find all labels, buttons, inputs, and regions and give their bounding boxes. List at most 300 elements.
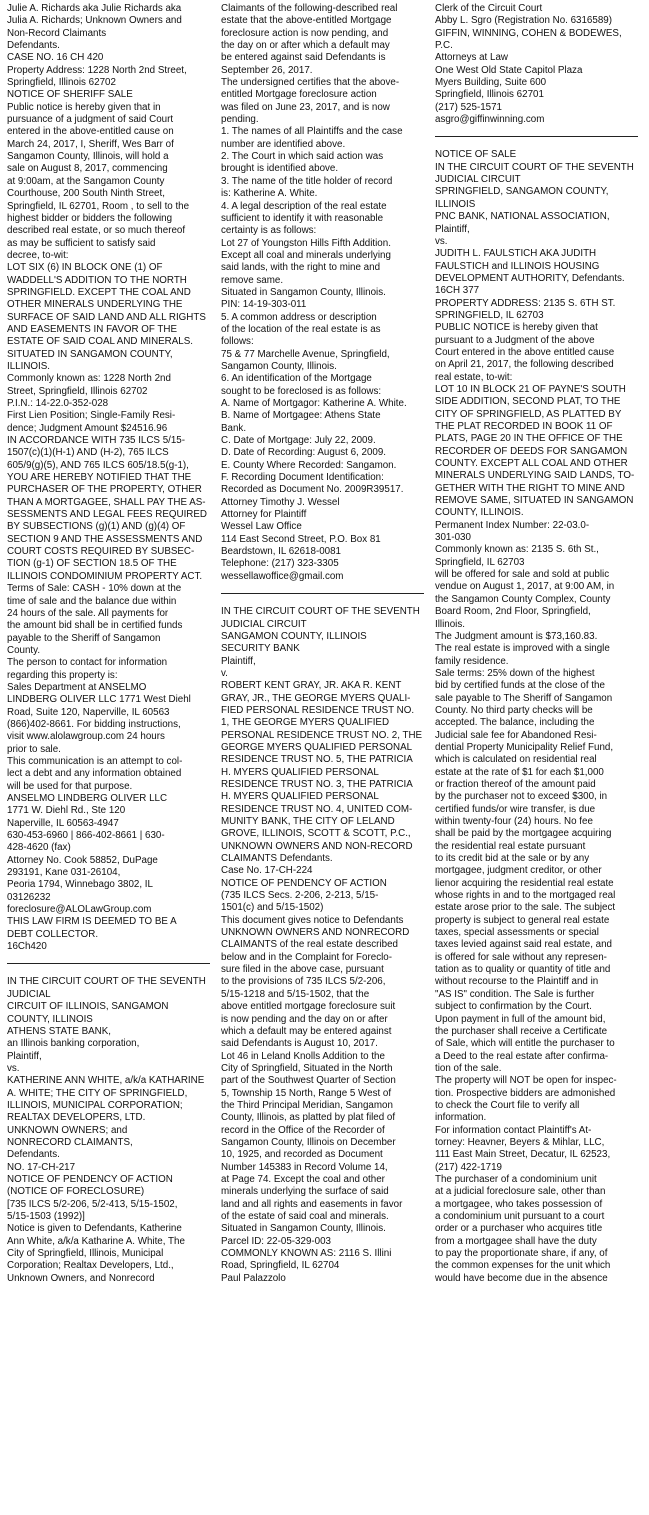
notice-line: Parcel ID: 22-05-329-003 [221,1235,332,1247]
notice-line: said lands, with the right to mine and [221,262,381,274]
notice-line: THE PLAT RECORDED IN BOOK 11 OF [435,421,613,432]
notice-line: 1501(c) and 5/15-1502) [221,902,324,914]
notice-line: FAULSTICH and ILLINOIS HOUSING [435,260,600,272]
notice-line: entitled Mortgage foreclosure action [221,89,377,101]
notice-line: CIRCUIT OF ILLINOIS, SANGAMON [7,1001,169,1013]
notice-line: RESIDENCE TRUST NO. 5, THE PATRICIA [221,754,413,766]
notice-line: IN THE CIRCUIT COURT OF THE SEVENTH [221,606,420,618]
notice-line: P.I.N.: 14-22.0-352-028 [7,398,109,409]
notice-line: SPRINGFIELD, IL 62703 [435,309,544,321]
notice-line: This communication is an attempt to col- [7,755,183,767]
notice-line: is: Katherine A. White. [221,188,318,200]
notice-line: The person to contact for information [7,657,168,669]
notice-line: PUBLIC NOTICE is hereby given that [435,322,598,334]
notice-line: sure filed in the above case, pursuant [221,964,384,976]
notice-line: mortgagee, judgment creditor, or other [435,865,602,877]
notice-line: estate arose prior to the sale. The subject [435,902,616,914]
column-2 [221,3,424,1515]
notice-line: property is subject to general real estate [435,914,610,926]
notice-line: [735 ILCS 5/2-206, 5/2-413, 5/15-1502, [7,1198,178,1210]
notice-line: 1. The names of all Plaintiffs and the case [221,126,403,138]
notice-line: IN THE CIRCUIT COURT OF THE SEVENTH [435,161,634,173]
notice-line: wessellawoffice@gmail.com [221,570,344,582]
notice-line: PIN: 14-19-303-011 [221,299,307,311]
notice-line: NO. 17-CH-217 [7,1161,76,1173]
notice-line: remove same. [221,274,284,286]
notice-line: SPRINGFIELD. EXCEPT THE COAL AND [7,286,191,298]
notice-line: whose rights in and to the mortgaged real [435,890,616,902]
notice-line: foreclosure action is now pending, and [221,27,389,39]
notice-line: real estate, to-wit: [435,371,513,383]
notice-line: tion of the sale. [435,1062,502,1074]
notice-line: lect a debt and any information obtained [7,768,182,780]
notice-line: The Judgment amount is $73,160.83. [435,630,598,642]
notice-line: For information contact Plaintiff's At- [435,1124,592,1136]
notice-line: sale payable to The Sheriff of Sangamon [435,692,613,704]
notice-line: Peoria 1794, Winnebago 3802, IL [7,879,153,891]
notice-line: pursuant to a Judgment of the above [435,334,595,346]
notice-line: GROVE, ILLINOIS, SCOTT & SCOTT, P.C., [221,828,411,840]
notice-line: Sales Department at ANSELMO [7,681,147,693]
notice-line: vs. [7,1062,20,1074]
notice-line: NOTICE OF SHERIFF SALE [7,89,133,101]
notice-line: Plaintiff, [435,223,470,235]
notice-line: v. [221,667,228,679]
notice-line: A. Name of Mortgagor: Katherine A. White. [221,398,407,409]
notice-line: 301-030 [435,532,471,544]
notice-line: MINERALS UNDERLYING SAID LANDS, TO- [435,470,635,482]
notice-line: ANSELMO LINDBERG OLIVER LLC [7,793,168,804]
notice-line: Property Address: 1228 North 2nd Street, [7,64,187,76]
notice-line: bid by certified funds at the close of the [435,680,605,692]
notice-line: SITUATED IN SANGAMON COUNTY, [7,348,173,360]
notice-line: LINDBERG OLIVER LLC 1771 West Diehl [7,694,191,706]
notice-line: certified funds/or wire transfer, is due [435,803,596,815]
notice-line: (NOTICE OF FORECLOSURE) [7,1186,145,1198]
notice-line: (866)402-8661. For bidding instructions, [7,718,181,730]
notice-line: number are identified above. [221,138,346,150]
notice-line: 1771 W. Diehl Rd., Ste 120 [7,805,126,817]
notice-line: sale on August 8, 2017, commencing [7,163,168,175]
notice-line: Commonly known as: 1228 North 2nd [7,373,171,385]
notice-line: shall be paid by the mortgagee acquiring [435,828,612,840]
notice-line: One West Old State Capitol Plaza [435,64,583,76]
notice-line: Attorney No. Cook 58852, DuPage [7,854,158,866]
notice-line: County. No third party checks will be [435,704,593,716]
notice-line: is now pending and the day on or after [221,1013,388,1025]
notice-line: Commonly known as: 2135 S. 6th St., [435,544,599,556]
notice-line: "AS IS" condition. The Sale is further [435,988,595,1000]
legal-notice [221,3,424,583]
notice-line: SPRINGFIELD, SANGAMON COUNTY, [435,186,609,198]
notice-line: ROBERT KENT GRAY, JR. AKA R. KENT [221,680,402,692]
notice-line: D. Date of Recording: August 6, 2009. [221,447,387,459]
notice-line: CASE NO. 16 CH 420 [7,52,104,64]
notice-line: at a judicial foreclosure sale, other than [435,1186,606,1198]
notice-line: CITY OF SPRINGFIELD, AS PLATTED BY [435,408,622,420]
notice-line: within twenty-four (24) hours. No fee [435,816,593,827]
notice-line: 4. A legal description of the real estate [221,200,387,212]
notice-line: 1507(c)(1)(H-1) AND (H-2), 765 ILCS [7,447,169,459]
column-1 [7,3,210,1515]
notice-line: is offered for sale without any represen- [435,951,607,963]
notice-line: an Illinois banking corporation, [7,1038,140,1050]
notice-line: brought is identified above. [221,163,339,175]
notice-line: 24 hours of the sale. All payments for [7,607,169,619]
notice-line: a mortgagee, who takes possession of [435,1198,603,1210]
notice-line: the day on or after which a default may [221,40,390,52]
notice-line: Road, Springfield, IL 62704 [221,1260,340,1272]
notice-line: GEORGE MYERS QUALIFIED PERSONAL [221,741,413,753]
notice-line: The real estate is improved with a single [435,643,610,655]
column-3 [435,3,638,1515]
notice-line: Except all coal and minerals underlying [221,249,391,261]
notice-line: the Sangamon County Complex, County [435,593,611,605]
notice-line: or fraction thereof of the amount paid [435,778,596,790]
notice-line: H. MYERS QUALIFIED PERSONAL [221,766,379,778]
notice-line: below and in the Complaint for Foreclo- [221,951,392,963]
notice-line: land and all rights and easements in favor [221,1198,403,1210]
notice-line: JUDICIAL CIRCUIT [221,618,307,630]
notice-line: Springfield, IL 62701, Room , to sell to the [7,200,190,212]
notice-line: Naperville, IL 60563-4947 [7,817,119,829]
notice-line: SANGAMON COUNTY, ILLINOIS [221,630,367,642]
notice-line: dential Property Municipality Relief Fund, [435,741,614,753]
notice-divider [221,593,424,594]
notice-line: Beardstown, IL 62618-0081 [221,546,342,558]
notice-line: (735 ILCS Secs. 2-206, 2-213, 5/15- [221,890,379,902]
notice-line: said Defendants is August 10, 2017. [221,1038,378,1050]
notice-line: F. Recording Document Identification: [221,472,384,484]
notice-line: Defendants. [7,40,60,52]
notice-line: sought to be foreclosed is as follows: [221,385,382,397]
notice-line: tion. Prospective bidders are admonished [435,1087,616,1099]
notice-line: COUNTY. EXCEPT ALL COAL AND OTHER [435,458,628,470]
notice-line: COUNTY, ILLINOIS [7,1013,93,1025]
notice-line: above entitled mortgage foreclosure suit [221,1001,396,1013]
notice-line: RESIDENCE TRUST NO. 3, THE PATRICIA [221,778,413,790]
notice-line: NOTICE OF PENDENCY OF ACTION [7,1173,173,1185]
notice-line: 5/15-1503 (1992)] [7,1211,85,1222]
legal-notice [7,976,210,1285]
notice-line: LOT 10 IN BLOCK 21 OF PAYNE'S SOUTH [435,383,626,395]
notice-line: pending. [221,114,259,126]
notice-line: GETHER WITH THE RIGHT TO MINE AND [435,482,625,494]
notice-line: regarding this property is: [7,669,118,681]
notice-line: the common expenses for the unit which [435,1260,611,1272]
notice-line: C. Date of Mortgage: July 22, 2009. [221,435,376,447]
notice-line: 5. A common address or description [221,311,377,323]
notice-line: SECURITY BANK [221,643,300,655]
notice-line: LOT SIX (6) IN BLOCK ONE (1) OF [7,262,163,274]
notice-line: OTHER MINERALS UNDERLYING THE [7,299,183,311]
notice-line: will be used for that purpose. [7,780,133,792]
notice-line: information. [435,1112,487,1124]
notice-line: H. MYERS QUALIFIED PERSONAL [221,791,379,803]
notice-line: Plaintiff, [221,655,256,667]
notice-line: First Lien Position; Single-Family Resi- [7,410,176,422]
notice-line: REMOVE SAME, SITUATED IN SANGAMON [435,495,634,507]
notice-line: IN ACCORDANCE WITH 735 ILCS 5/15- [7,435,186,447]
notice-line: UNKNOWN OWNERS AND NON-RECORD [221,840,413,852]
notice-line: AND EASEMENTS IN FAVOR OF THE [7,323,178,335]
notice-line: dence; Judgment Amount $24516.96 [7,422,168,434]
notice-line: Judicial sale fee for Abandoned Resi- [435,729,597,741]
notice-line: a Deed to the real estate after confirma- [435,1050,609,1062]
notice-line: Paul Palazzolo [221,1272,286,1284]
notice-line: 114 East Second Street, P.O. Box 81 [221,533,381,545]
notice-line: Sangamon County, Illinois. [221,360,337,372]
notice-line: Julie A. Richards aka Julie Richards aka [7,3,182,14]
notice-line: 03126232 [7,891,51,903]
notice-line: B. Name of Mortgagee: Athens State [221,410,381,422]
notice-line: Springfield, IL 62703 [435,556,525,568]
notice-line: prior to sale. [7,743,61,755]
notice-line: ESTATE OF SAID COAL AND MINERALS. [7,336,193,348]
notice-line: part of the Southwest Quarter of Section [221,1075,396,1087]
notice-line: the residential real estate pursuant [435,840,586,852]
notice-line: DEVELOPMENT AUTHORITY, Defendants. [435,272,625,284]
notice-line: 428-4620 (fax) [7,842,71,854]
notice-line: Springfield, Illinois 62702 [7,77,116,89]
notice-line: follows: [221,336,254,348]
notice-line: Sangamon County, Illinois on December [221,1136,396,1148]
notice-line: PROPERTY ADDRESS: 2135 S. 6TH ST. [435,297,616,309]
notice-line: This document gives notice to Defendants [221,914,404,926]
notice-line: by the purchaser not to exceed $300, in [435,791,608,803]
notice-line: Situated in Sangamon County, Illinois. [221,286,386,298]
notice-line: 630-453-6960 | 866-402-8661 | 630- [7,830,165,842]
notice-line: estate that the above-entitled Mortgage [221,15,392,27]
notice-line: vendue on August 1, 2017, at 9:00 AM, in [435,581,615,593]
notice-line: Number 145383 in Record Volume 14, [221,1161,388,1173]
notice-line: JUDICIAL [7,988,51,1000]
notice-line: taxes levied against said real estate, and [435,939,612,951]
notice-line: PERSONAL RESIDENCE TRUST NO. 2, THE [221,729,423,741]
notice-line: Bank. [221,422,247,434]
notice-line: Attorney Timothy J. Wessel [221,496,340,508]
notice-line: RECORDER OF DEEDS FOR SANGAMON [435,445,628,457]
notice-line: will be offered for sale and sold at public [435,569,610,581]
notice-line: Road, Suite 120, Naperville, IL 60563 [7,706,170,718]
notice-line: ILLINOIS, MUNICIPAL CORPORATION; [7,1099,183,1111]
notice-line: subject to confirmation by the Court. [435,1001,592,1013]
notice-line: certainty is as follows: [221,225,317,237]
notice-line: The property will NOT be open for inspec- [435,1075,617,1087]
notice-line: March 24, 2017, I, Sheriff, Wes Barr of [7,138,174,150]
notice-line: Street, Springfield, Illinois 62702 [7,385,148,397]
notice-line: Lot 46 in Leland Knolls Addition to the [221,1050,385,1062]
notice-line: sufficient to identify it with reasonable [221,212,384,224]
notice-line: THIS LAW FIRM IS DEEMED TO BE A [7,916,177,928]
notice-line: visit www.alolawgroup.com 24 hours [7,731,165,743]
notice-line: City of Springfield, Illinois, Municipal [7,1248,164,1260]
notice-line: as may be sufficient to satisfy said [7,237,156,249]
notice-line: RESIDENCE TRUST NO. 4, UNITED COM- [221,803,413,815]
notice-line: Lot 27 of Youngston Hills Fifth Addition. [221,237,391,249]
notice-line: which is calculated on residential real [435,754,597,766]
notice-line: P.C. [435,40,453,52]
notice-line: would have become due in the absence [435,1272,608,1284]
notice-line: IN THE CIRCUIT COURT OF THE SEVENTH [7,976,206,988]
notice-line: vs. [435,235,448,247]
notice-line: be entered against said Defendants is [221,52,386,64]
notice-line: Terms of Sale: CASH - 10% down at the [7,583,182,595]
notice-line: Telephone: (217) 323-3305 [221,558,339,570]
notice-line: Clerk of the Circuit Court [435,3,543,14]
notice-line: SECTION 9 AND THE ASSESSMENTS AND [7,533,203,545]
notice-line: estate at the rate of $1 for each $1,000 [435,766,604,778]
notice-line: Court entered in the above entitled cause [435,346,615,358]
notice-line: minerals underlying the surface of said [221,1186,389,1198]
notice-line: REALTAX DEVELOPERS, LTD. [7,1112,146,1124]
notice-line: CLAIMANTS of the real estate described [221,939,398,951]
notice-divider [7,963,210,964]
notice-line: Ann White, a/k/a Katharine A. White, The [7,1235,185,1247]
notice-line: described real estate, or so much thereof [7,225,186,237]
notice-line: CLAIMANTS Defendants. [221,853,333,865]
notice-line: to pay the proportionate share, if any, of [435,1248,608,1260]
notice-line: Wessel Law Office [221,521,302,533]
notice-line: JUDITH L. FAULSTICH AKA JUDITH [435,248,597,260]
notice-line: The undersigned certifies that the above- [221,77,400,89]
notice-line: SESSMENTS AND LEGAL FEES REQUIRED [7,509,207,521]
notice-line: ILLINOIS CONDOMINIUM PROPERTY ACT. [7,570,203,582]
notice-line: lienor acquiring the residential real estate [435,877,614,889]
notice-line: Defendants. [7,1149,60,1161]
notice-line: E. County Where Recorded: Sangamon. [221,459,397,471]
notice-line: A. WHITE; THE CITY OF SPRINGFIELD, [7,1087,188,1099]
notice-line: 5, Township 15 North, Range 5 West of [221,1087,392,1099]
notice-line: the amount bid shall be in certified funds [7,620,183,632]
notice-line: WADDELL'S ADDITION TO THE NORTH [7,274,187,286]
notice-line: foreclosure@ALOLawGroup.com [7,904,152,916]
notice-line: JUDICIAL CIRCUIT [435,174,521,186]
notice-line: tation as to quality or quantity of title and [435,964,611,976]
notice-line: record in the Office of the Recorder of [221,1124,385,1136]
notice-line: YOU ARE HEREBY NOTIFIED THAT THE [7,472,192,484]
notice-line: order or a purchaser who acquires title [435,1223,603,1235]
notice-line: (217) 422-1719 [435,1161,502,1173]
notice-line: payable to the Sheriff of Sangamon [7,632,161,644]
notice-line: 6. An identification of the Mortgage [221,373,372,385]
notice-line: of the estate of said coal and minerals. [221,1211,389,1222]
notice-line: decree, to-wit: [7,249,69,261]
notice-line: UNKNOWN OWNERS AND NONRECORD [221,927,410,939]
notice-line: Non-Record Claimants [7,27,107,39]
notice-line: family residence. [435,655,509,667]
notice-line: September 26, 2017. [221,64,313,76]
notice-line: TION (g-1) OF SECTION 18.5 OF THE [7,558,177,570]
notice-line: NOTICE OF PENDENCY OF ACTION [221,877,387,889]
notice-line: Illinois. [435,618,465,630]
notice-line: 293191, Kane 031-26104, [7,867,121,879]
notice-line: 1, THE GEORGE MYERS QUALIFIED [221,717,390,729]
notice-line: ILLINOIS [435,198,476,210]
notice-line: a condominium unit pursuant to a court [435,1211,605,1222]
notice-line: Sangamon County, Illinois, will hold a [7,151,169,163]
notice-line: from a mortgagee shall have the duty [435,1235,597,1247]
notice-line: THAN A MORTGAGEE, SHALL PAY THE AS- [7,496,206,508]
notice-line: GRAY, JR., THE GEORGE MYERS QUALI- [221,692,411,704]
notice-line: entered in the above-entitled cause on [7,126,174,138]
notice-line: 16Ch420 [7,941,47,953]
notice-line: on April 21, 2017, the following described [435,359,614,371]
notice-line: PLATS, PAGE 20 IN THE OFFICE OF THE [435,433,623,445]
notice-line: Attorney for Plaintiff [221,509,307,521]
notice-line: County, Illinois, as platted by plat filed of [221,1112,396,1124]
notice-line: pursuance of a judgment of said Court [7,114,174,126]
notice-line: Corporation; Realtax Developers, Ltd., [7,1260,174,1272]
notice-line: COURT COSTS REQUIRED BY SUBSEC- [7,546,195,558]
notice-line: PNC BANK, NATIONAL ASSOCIATION, [435,211,610,223]
notice-line: taxes, special assessments or special [435,927,599,939]
notice-divider [435,136,638,137]
notice-line: the purchaser shall receive a Certificate [435,1025,608,1037]
notice-line: City of Springfield, Situated in the North [221,1062,393,1074]
notice-line: to the provisions of 735 ILCS 5/2-206, [221,976,386,988]
notice-line: was filed on June 23, 2017, and is now [221,101,390,113]
notice-line: Board Room, 2nd Floor, Springfield, [435,606,591,618]
notice-line: without recourse to the Plaintiff and in [435,976,599,988]
notice-line: Sale terms: 25% down of the highest [435,667,595,679]
notice-line: at 9:00am, at the Sangamon County [7,175,165,187]
notice-line: Julia A. Richards; Unknown Owners and [7,15,182,27]
notice-line: 75 & 77 Marchelle Avenue, Springfield, [221,348,390,360]
notice-line: COUNTY, ILLINOIS. [435,507,524,519]
notice-line: Myers Building, Suite 600 [435,77,547,89]
notice-line: PURCHASER OF THE PROPERTY, OTHER [7,484,202,496]
notice-line: GIFFIN, WINNING, COHEN & BODEWES, [435,27,622,39]
notice-line: BY SUBSECTIONS (g)(1) AND (g)(4) OF [7,521,186,533]
notice-line: Claimants of the following-described real [221,3,398,14]
notice-line: 16CH 377 [435,285,480,297]
notice-line: time of sale and the balance due within [7,595,177,607]
notice-line: Public notice is hereby given that in [7,101,161,113]
notice-line: which a default may be entered against [221,1025,392,1037]
notice-line: NOTICE OF SALE [435,149,517,161]
notice-line: SURFACE OF SAID LAND AND ALL RIGHTS [7,311,206,323]
notice-line: UNKNOWN OWNERS; and [7,1124,128,1136]
notice-line: 2. The Court in which said action was [221,151,384,163]
notice-line: Springfield, Illinois 62701 [435,89,544,101]
notice-line: Plaintiff, [7,1050,42,1062]
notice-line: Attorneys at Law [435,52,508,64]
notice-line: of the location of the real estate is as [221,323,381,335]
notice-line: 5/15-1218 and 5/15-1502, that the [221,988,370,1000]
notice-line: Case No. 17-CH-224 [221,865,313,877]
notice-line: SIDE ADDITION, SECOND PLAT, TO THE [435,396,621,408]
notice-line: NONRECORD CLAIMANTS, [7,1136,133,1148]
notice-line: COMMONLY KNOWN AS: 2116 S. Illini [221,1248,392,1260]
notice-line: MUNITY BANK, THE CITY OF LELAND [221,816,395,827]
notice-line: asgro@giffinwinning.com [435,114,545,126]
notice-line: 605/9(g)(5), AND 765 ILCS 605/18.5(g-1), [7,459,189,471]
notice-line: torney: Heavner, Beyers & Mihlar, LLC, [435,1136,605,1148]
notice-line: Courthouse, 200 South Ninth Street, [7,188,165,200]
notice-line: ILLINOIS. [7,360,51,372]
legal-notice [7,3,210,953]
notice-line: Notice is given to Defendants, Katherine [7,1223,182,1235]
notice-line: Unknown Owners, and Nonrecord [7,1272,155,1284]
notice-line: to its credit bid at the sale or by any [435,853,590,865]
notice-line: 111 East Main Street, Decatur, IL 62523, [435,1149,611,1161]
notice-line: DEBT COLLECTOR. [7,928,99,940]
notice-line: the Third Principal Meridian, Sangamon [221,1099,393,1111]
notice-line: 10, 1925, and recorded as Document [221,1149,383,1161]
notice-line: (217) 525-1571 [435,101,502,113]
notice-line: accepted. The balance, including the [435,717,595,729]
